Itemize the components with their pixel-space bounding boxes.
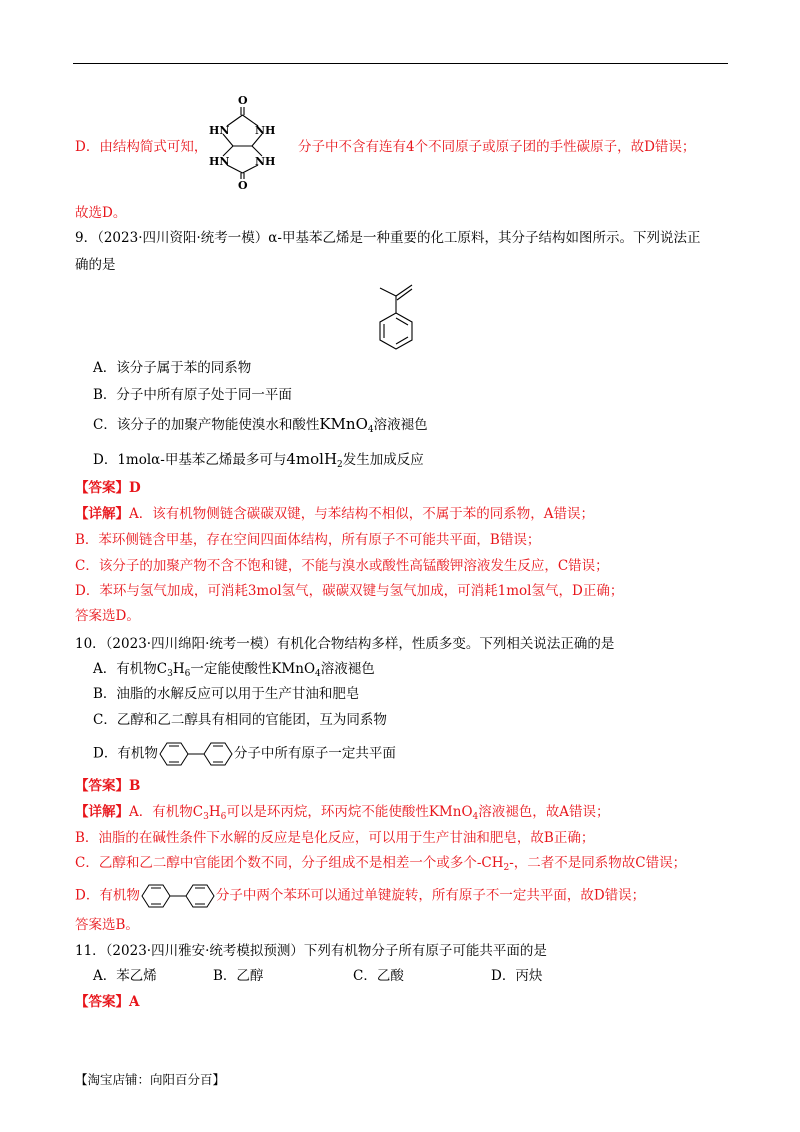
q9-conclusion: 答案选D。 (75, 608, 140, 624)
q10-stem: 10．（2023·四川绵阳·统考一模）有机化合物结构多样，性质多变。下列相关说法正确的是 (75, 636, 615, 652)
svg-text:NH: NH (255, 124, 276, 137)
q10-option-b: B．油脂的水解反应可以用于生产甘油和肥皂 (93, 686, 360, 702)
svg-text:NH: NH (255, 155, 276, 168)
q11-stem: 11．（2023·四川雅安·统考模拟预测）下列有机物分子所有原子可能共平面的是 (75, 943, 547, 959)
q10-option-c: C．乙醇和乙二醇具有相同的官能团，互为同系物 (93, 712, 387, 728)
prev-conclusion: 故选D。 (75, 205, 127, 221)
q10-answer: 【答案】B (75, 778, 141, 794)
svg-text:HN: HN (209, 155, 230, 168)
q9-stem-line2: 确的是 (75, 257, 116, 273)
q9-answer: 【答案】D (75, 480, 141, 496)
q10-conclusion: 答案选B。 (75, 917, 139, 933)
q9-option-c: C．该分子的加聚产物能使溴水和酸性KMnO$_4$溶液褪色 (93, 415, 428, 435)
q10-detail-d: D．有机物 分子中两个苯环可以通过单键旋转，所有原子不一定共平面，故D错误； (75, 883, 645, 909)
q9-option-a: A．该分子属于苯的同系物 (93, 360, 252, 376)
prev-option-d-explanation-suffix: 分子中不含有连有4个不同原子或原子团的手性碳原子，故D错误； (298, 139, 696, 155)
biphenyl-structure (158, 741, 234, 767)
q11-option-b: B．乙醇 (213, 968, 264, 984)
q10-detail-a: 【详解】A．有机物$C_3H_6$可以是环丙烷，环丙烷不能使酸性KMnO$_4$溶液褪色，故A错误； (75, 804, 610, 822)
q9-detail-d: D．苯环与氢气加成，可消耗3mol氢气，碳碳双键与氢气加成，可消耗1mol氢气，D正确； (75, 583, 624, 599)
bicyclic-urea-structure (205, 93, 285, 189)
svg-text:O: O (238, 179, 248, 189)
q11-option-a: A．苯乙烯 (93, 968, 157, 984)
svg-text:O: O (238, 94, 248, 107)
q11-option-d: D．丙炔 (491, 968, 543, 984)
biphenyl-structure (140, 883, 216, 909)
svg-text:HN: HN (209, 124, 230, 137)
header-rule (73, 63, 728, 64)
q10-option-d: D．有机物 分子中所有原子一定共平面 (93, 741, 396, 767)
q9-option-b: B．分子中所有原子处于同一平面 (93, 387, 292, 403)
q10-detail-c: C．乙醇和乙二醇中官能团个数不同，分子组成不是相差一个或多个$-CH_2-$，二者不是同系物故C错误； (75, 855, 687, 873)
page-footer: 【淘宝店铺：向阳百分百】 (75, 1072, 226, 1087)
q10-detail-b: B．油脂的在碱性条件下水解的反应是皂化反应，可以用于生产甘油和肥皂，故B正确； (75, 830, 595, 846)
prev-option-d-explanation-prefix: D．由结构简式可知， (75, 139, 208, 155)
q10-option-a: A．有机物$C_3H_6$一定能使酸性KMnO$_4$溶液褪色 (93, 661, 375, 679)
q9-detail-a: 【详解】A．该有机物侧链含碳碳双键，与苯结构不相似，不属于苯的同系物，A错误； (75, 506, 594, 522)
q11-answer: 【答案】A (75, 994, 140, 1010)
q9-detail-c: C．该分子的加聚产物不含不饱和键，不能与溴水或酸性高锰酸钾溶液发生反应，C错误； (75, 558, 609, 574)
q9-option-d: D．1molα-甲基苯乙烯最多可与4molH$_2$发生加成反应 (93, 450, 424, 470)
q9-stem-line1: 9．（2023·四川资阳·统考一模）α-甲基苯乙烯是一种重要的化工原料，其分子结构如图所示。下列说法正 (75, 230, 701, 246)
alpha-methylstyrene-structure (370, 276, 430, 354)
q9-detail-b: B．苯环侧链含甲基，存在空间四面体结构，所有原子不可能共平面，B错误； (75, 532, 541, 548)
q11-option-c: C．乙酸 (353, 968, 404, 984)
